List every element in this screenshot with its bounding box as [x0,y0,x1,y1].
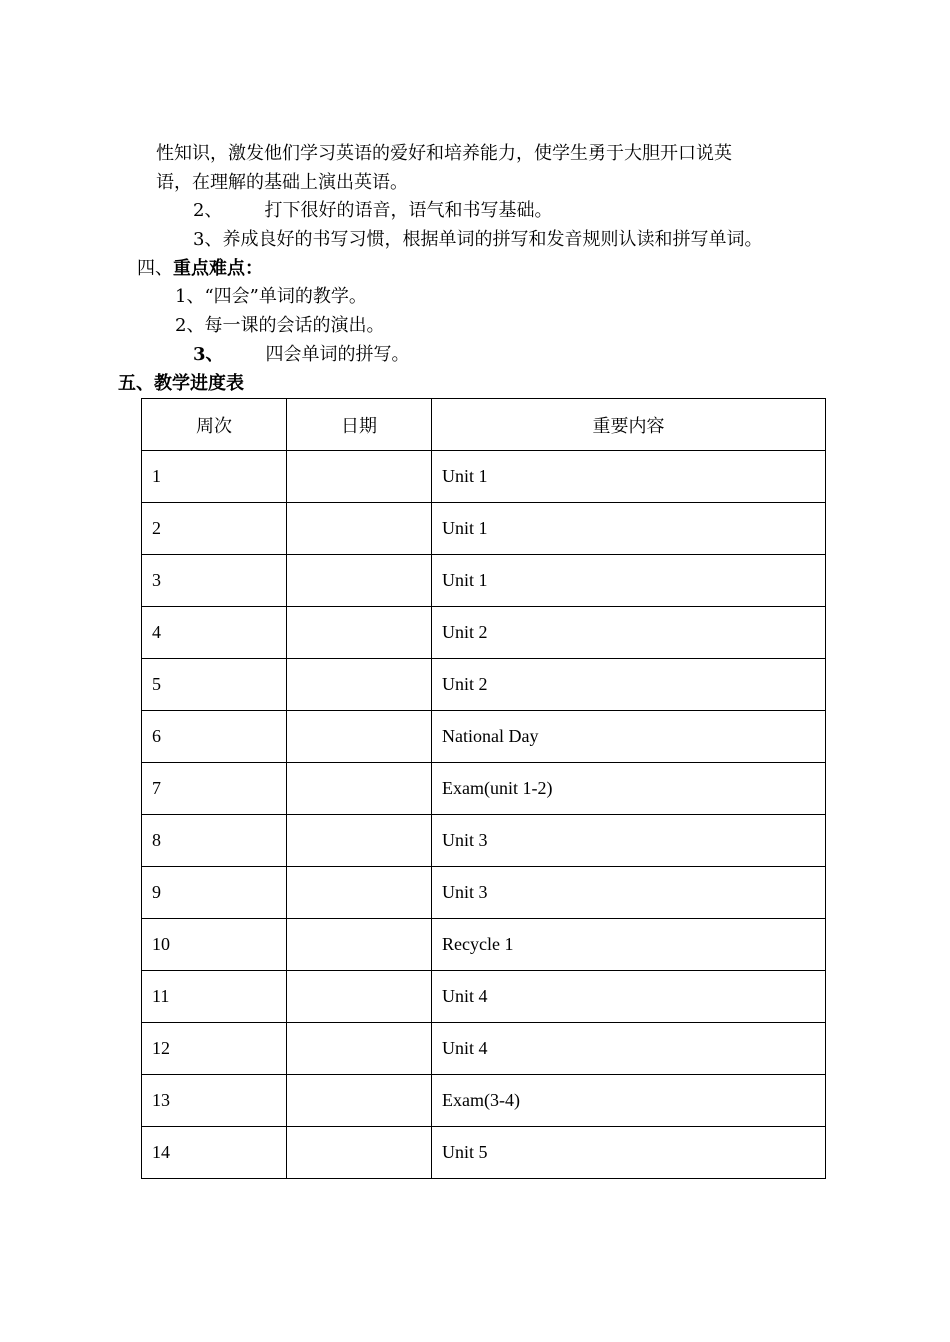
cell-week: 13 [142,1075,287,1127]
cell-week: 9 [142,867,287,919]
cell-content: Unit 2 [432,659,826,711]
cell-content: Unit 4 [432,971,826,1023]
cell-content: Unit 1 [432,503,826,555]
difficulty-item-2: 2、每一课的会话的演出。 [175,315,385,336]
cell-date [287,451,432,503]
cell-week: 5 [142,659,287,711]
goal-2 [193,197,552,225]
cell-date [287,815,432,867]
header-week: 周次 [142,399,287,451]
cell-week: 14 [142,1127,287,1179]
goal-2-number: 2、 [193,200,223,221]
cell-week: 10 [142,919,287,971]
cell-date [287,555,432,607]
cell-content: Unit 3 [432,815,826,867]
cell-date [287,1023,432,1075]
table-header-row [142,399,826,451]
cell-content: Unit 1 [432,555,826,607]
cell-content: Unit 2 [432,607,826,659]
cell-content: Unit 5 [432,1127,826,1179]
cell-week: 1 [142,451,287,503]
cell-content: Recycle 1 [432,919,826,971]
table-row [142,919,826,971]
cell-week: 6 [142,711,287,763]
cell-week: 12 [142,1023,287,1075]
cell-content: National Day [432,711,826,763]
cell-date [287,763,432,815]
cell-week: 11 [142,971,287,1023]
difficulty-item-3-text: 四会单词的拼写。 [265,344,410,365]
table-row [142,555,826,607]
header-content: 重要内容 [432,399,826,451]
table-row [142,815,826,867]
cell-week: 3 [142,555,287,607]
table-row [142,867,826,919]
difficulty-item-3-number: 3、 [193,344,224,365]
cell-date [287,607,432,659]
table-row [142,1127,826,1179]
cell-date [287,867,432,919]
cell-date [287,711,432,763]
table-row [142,607,826,659]
table-row [142,711,826,763]
table-row [142,451,826,503]
intro-line-1: 性知识，激发他们学习英语的爱好和培养能力，使学生勇于大胆开口说英 [156,143,732,164]
table-row [142,503,826,555]
schedule-table [141,398,826,1179]
cell-date [287,1075,432,1127]
table-row [142,659,826,711]
cell-date [287,971,432,1023]
cell-week: 2 [142,503,287,555]
cell-date [287,1127,432,1179]
intro-line-2: 语，在理解的基础上演出英语。 [156,172,408,193]
cell-content: Exam(unit 1-2) [432,763,826,815]
cell-date [287,659,432,711]
header-date: 日期 [287,399,432,451]
cell-content: Unit 1 [432,451,826,503]
goal-2-text: 打下很好的语音，语气和书写基础。 [264,200,553,221]
cell-date [287,919,432,971]
cell-content: Unit 3 [432,867,826,919]
cell-date [287,503,432,555]
cell-week: 4 [142,607,287,659]
cell-week: 7 [142,763,287,815]
cell-week: 8 [142,815,287,867]
difficulty-item-3 [193,341,410,369]
section-5-heading: 五、教学进度表 [118,373,244,394]
section-4-heading [137,255,263,283]
table-row [142,763,826,815]
section-4-title: 重点难点： [173,258,263,279]
difficulty-item-1: 1、“四会”单词的教学。 [175,286,367,307]
section-4-prefix: 四、 [137,258,173,279]
goal-3: 3、养成良好的书写习惯，根据单词的拼写和发音规则认读和拼写单词。 [193,229,763,250]
cell-content: Exam(3-4) [432,1075,826,1127]
table-row [142,1023,826,1075]
table-row [142,1075,826,1127]
table-row [142,971,826,1023]
cell-content: Unit 4 [432,1023,826,1075]
